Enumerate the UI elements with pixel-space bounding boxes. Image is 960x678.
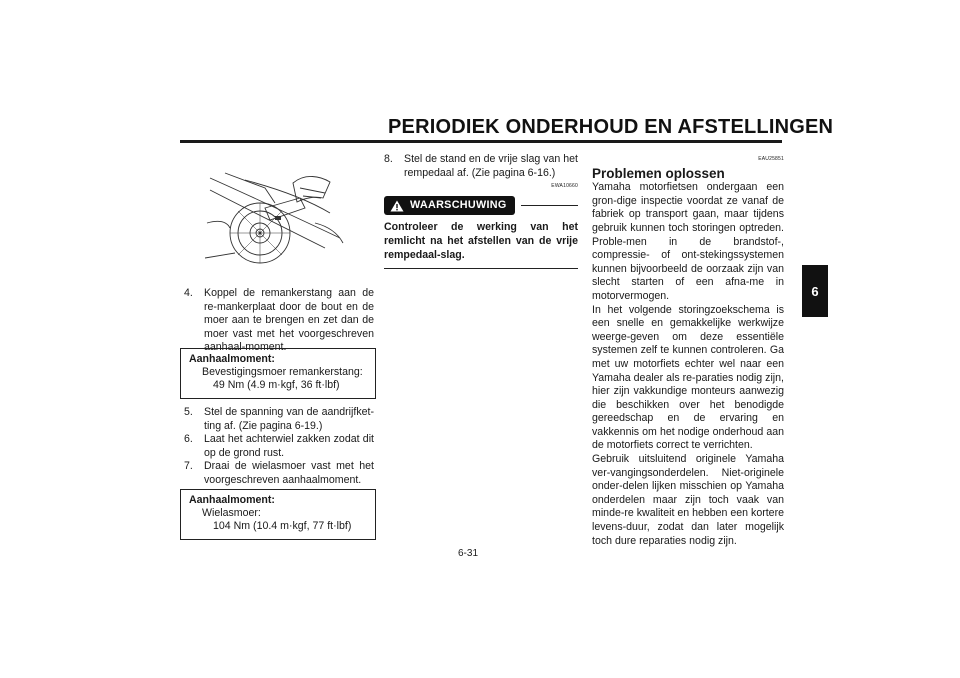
section-code: EAU25851	[758, 156, 784, 162]
step-number: 6.	[184, 433, 193, 446]
page-title: PERIODIEK ONDERHOUD EN AFSTELLINGEN	[388, 116, 834, 138]
page-number: 6-31	[458, 548, 479, 559]
step-item	[184, 433, 374, 460]
step-text: Koppel de remankerstang aan de re-mankerplaat door de bout en de moer aan te brengen en zet dan de moer vast met het voorgeschreven aanhaal-moment.	[204, 287, 374, 354]
step-item	[384, 153, 578, 180]
step-number: 8.	[384, 153, 393, 165]
header-rule	[180, 140, 782, 143]
left-column	[184, 287, 374, 355]
step-number: 7.	[184, 460, 193, 473]
step-text: Stel de spanning van de aandrijfket-ting af. (Zie pagina 6-19.)	[204, 406, 374, 432]
box-item: Bevestigingsmoer remankerstang:	[202, 366, 363, 378]
box-title: Aanhaalmoment:	[189, 353, 275, 365]
step-number: 5.	[184, 406, 193, 418]
step-item	[184, 406, 374, 433]
step-text: Laat het achterwiel zakken zodat dit op de grond rust.	[204, 433, 374, 459]
box-item: Wielasmoer:	[202, 507, 261, 519]
warning-text: Controleer de werking van het remlicht na het afstellen van de vrije rempedaal-slag.	[384, 221, 578, 269]
paragraph: In het volgende storingzoekschema is een snelle en gemakkelijke werkwijze weerge-geven om deze essentiële systemen zelf te kunnen controleren. Ga met uw motorfiets echter wel naar een Yamaha dealer als re-paraties nodig zijn, hier zijn vakkundige monteurs aanwezig die beschikken over het benodigde gereedschap en de ervaring en vakkennis om het nodige onderhoud aan de motorfiets correct te verrichten.	[592, 303, 784, 452]
warning-rule	[521, 205, 578, 207]
right-column	[592, 153, 784, 548]
warning-header	[384, 196, 578, 216]
box-value: 104 Nm (10.4 m·kgf, 77 ft·lbf)	[213, 520, 352, 532]
step-text: Stel de stand en de vrije slag van het rempedaal af. (Zie pagina 6-16.)	[404, 153, 578, 179]
step-number: 4.	[184, 287, 193, 299]
torque-box-1	[180, 348, 376, 399]
rear-wheel-illustration	[205, 168, 345, 268]
warning-label: WAARSCHUWING	[410, 198, 507, 211]
step-item	[184, 287, 374, 355]
left-column-steps	[184, 406, 374, 488]
paragraph: Yamaha motorfietsen ondergaan een gron-dige inspectie voordat ze vanaf de fabriek op transport gaan, maar tijdens gebruik kunnen toch storingen optreden. Proble-men in de brandstof-, compressie- of ont-stekingssystemen kunnen bijvoorbeeld de oorzaak zijn van slecht starten of een afna-me in motorvermogen.	[592, 181, 784, 302]
warning-code: EWA10660	[551, 183, 578, 190]
step-item	[184, 460, 374, 487]
torque-box-2	[180, 489, 376, 540]
chapter-tab: 6	[802, 265, 828, 317]
section-title: Problemen oplossen	[592, 165, 725, 181]
warning-icon	[390, 200, 404, 212]
box-value: 49 Nm (4.9 m·kgf, 36 ft·lbf)	[213, 379, 340, 391]
step-text: Draai de wielasmoer vast met het voorgeschreven aanhaalmoment.	[204, 460, 374, 486]
middle-column	[384, 153, 578, 269]
warning-badge	[384, 196, 515, 216]
box-title: Aanhaalmoment:	[189, 494, 275, 506]
paragraph: Gebruik uitsluitend originele Yamaha ver-vangingsonderdelen. Niet-originele onder-delen lijken misschien op Yamaha onderdelen maar zijn toch vaak van minde-re kwaliteit en hebben een kortere levens-duur, zodat dan later mogelijk toch dure reparaties nodig zijn.	[592, 453, 784, 547]
